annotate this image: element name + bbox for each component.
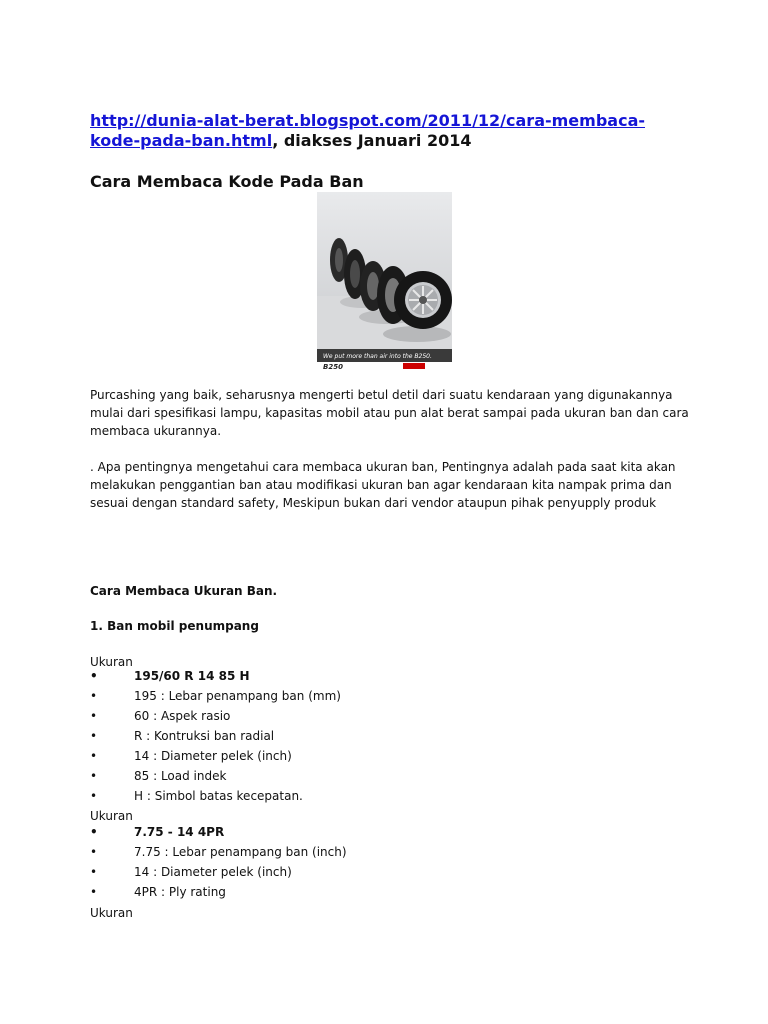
importance-paragraph: . Apa pentingnya mengetahui cara membaca ukuran ban, Pentingnya adalah pada saat kita akan melakukan penggantian ban atau modifikasi ukuran ban agar kendaraan kita nampak prima dan sesuai dengan standard safety, Meskipun bukan dari vendor ataupun pihak penyupply produk [90, 460, 676, 510]
section-title: Cara Membaca Ukuran Ban. [90, 584, 278, 598]
list-item-text: 4PR : Ply rating [134, 885, 226, 899]
list-item-text: 60 : Aspek rasio [134, 709, 231, 723]
bullet: • [90, 789, 98, 803]
list-item [90, 862, 347, 882]
bullet: • [90, 769, 98, 783]
list-item-text: 14 : Diameter pelek (inch) [134, 865, 292, 879]
ukuran-label: Ukuran [90, 655, 133, 669]
source-citation [90, 111, 690, 151]
brand-logo [403, 363, 425, 369]
list-item-text: H : Simbol batas kecepatan. [134, 789, 303, 803]
list-item [90, 766, 341, 786]
ad-product-name: B250 [323, 363, 343, 370]
bullet: • [90, 749, 98, 763]
page-title: Cara Membaca Kode Pada Ban [90, 172, 364, 191]
bullet: • [90, 729, 98, 743]
ukuran-label: Ukuran [90, 809, 133, 823]
bullet: • [90, 669, 98, 683]
list-item [90, 686, 341, 706]
list-item [90, 842, 347, 862]
list-item [90, 726, 341, 746]
list-item [90, 746, 341, 766]
intro-paragraph: Purcashing yang baik, seharusnya mengerti betul detil dari suatu kendaraan yang digunakannya mulai dari spesifikasi lampu, kapasitas mobil atau pun alat berat sampai pada ukuran ban dan cara membaca ukurannya. [90, 388, 689, 438]
tire-illustration [317, 192, 452, 370]
bullet: • [90, 865, 98, 879]
ad-tagline: We put more than air into the B250. [323, 353, 432, 360]
size-list-metric [90, 666, 341, 806]
source-suffix: , diakses Januari 2014 [272, 131, 472, 150]
tire-advertisement-image [317, 192, 452, 370]
ukuran-label: Ukuran [90, 906, 133, 920]
subsection-title: 1. Ban mobil penumpang [90, 619, 259, 633]
list-item [90, 882, 347, 902]
size-code: 195/60 R 14 85 H [134, 669, 250, 683]
list-item [90, 822, 347, 842]
list-item-text: 85 : Load indek [134, 769, 227, 783]
list-item-text: 7.75 : Lebar penampang ban (inch) [134, 845, 347, 859]
list-item [90, 666, 341, 686]
source-link[interactable]: http://dunia-alat-berat.blogspot.com/2011/12/cara-membaca-kode-pada-ban.html [90, 111, 645, 150]
list-item-text: R : Kontruksi ban radial [134, 729, 275, 743]
list-item-text: 14 : Diameter pelek (inch) [134, 749, 292, 763]
bullet: • [90, 885, 98, 899]
list-item [90, 706, 341, 726]
bullet: • [90, 845, 98, 859]
bullet: • [90, 709, 98, 723]
list-item [90, 786, 341, 806]
bullet: • [90, 689, 98, 703]
size-code: 7.75 - 14 4PR [134, 825, 225, 839]
list-item-text: 195 : Lebar penampang ban (mm) [134, 689, 341, 703]
size-list-inch [90, 822, 347, 902]
bullet: • [90, 825, 98, 839]
